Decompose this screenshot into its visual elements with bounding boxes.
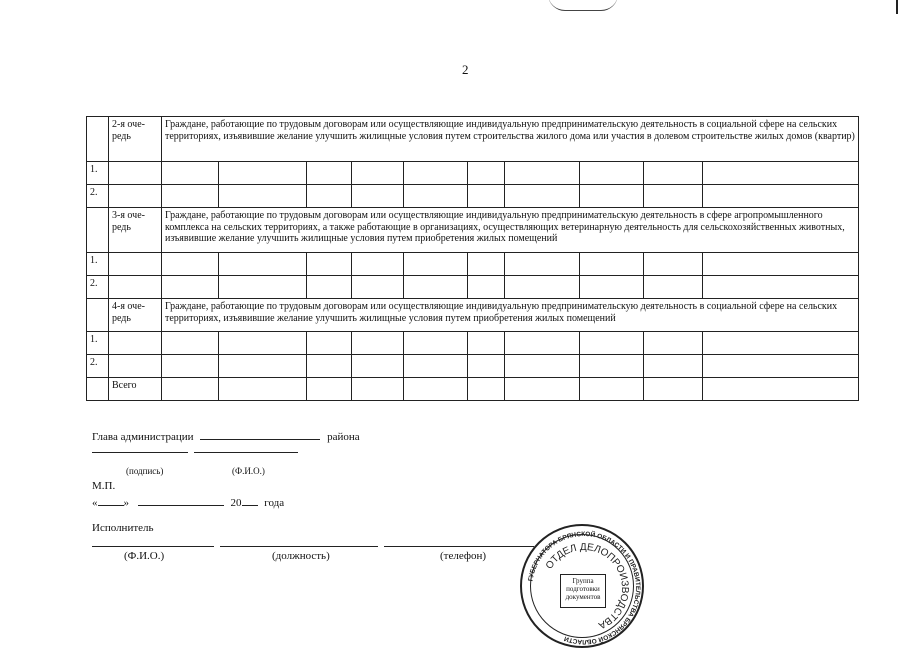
year-blank[interactable] — [242, 494, 258, 506]
ochered-label: 2-я оче- редь — [109, 117, 162, 162]
table-cell[interactable] — [307, 355, 352, 378]
table-cell[interactable] — [703, 355, 859, 378]
table-row — [87, 162, 859, 185]
table-cell[interactable] — [404, 355, 468, 378]
ochered-label: 3-я оче- редь — [109, 208, 162, 253]
date-line — [92, 494, 284, 509]
ochered-label: 4-я оче- редь — [109, 299, 162, 332]
table-cell[interactable] — [404, 276, 468, 299]
signature-blank[interactable] — [92, 452, 188, 453]
row-number: 2. — [87, 355, 109, 378]
applicants-table — [86, 116, 859, 401]
table-row — [87, 185, 859, 208]
fio-blank[interactable] — [194, 452, 298, 453]
table-cell[interactable] — [644, 276, 703, 299]
table-row — [87, 355, 859, 378]
row-number-cell — [87, 299, 109, 332]
table-cell[interactable] — [505, 253, 580, 276]
table-cell[interactable] — [404, 253, 468, 276]
table-cell[interactable] — [352, 185, 404, 208]
table-cell[interactable] — [162, 378, 219, 401]
top-stamp-edge — [548, 0, 618, 11]
table-cell[interactable] — [703, 378, 859, 401]
table-cell[interactable] — [162, 276, 219, 299]
table-cell[interactable] — [580, 332, 644, 355]
table-cell[interactable] — [404, 185, 468, 208]
table-cell[interactable] — [580, 276, 644, 299]
table-cell[interactable] — [505, 355, 580, 378]
table-cell[interactable] — [505, 378, 580, 401]
head-signature-line — [92, 428, 360, 443]
table-cell[interactable] — [404, 162, 468, 185]
total-label: Всего — [109, 378, 162, 401]
head-blank[interactable] — [200, 428, 320, 440]
table-cell[interactable] — [644, 162, 703, 185]
table-cell[interactable] — [109, 162, 162, 185]
podpis-label: (подпись) — [126, 466, 164, 476]
executor-label: Исполнитель — [92, 522, 154, 534]
table-cell[interactable] — [352, 332, 404, 355]
table-cell[interactable] — [703, 276, 859, 299]
table-row — [87, 253, 859, 276]
table-cell[interactable] — [580, 253, 644, 276]
exec-position-blank[interactable] — [220, 546, 378, 547]
exec-fio-label: (Ф.И.О.) — [124, 550, 165, 562]
table-cell[interactable] — [307, 162, 352, 185]
table-cell[interactable] — [307, 276, 352, 299]
page-edge-mark — [896, 0, 898, 14]
exec-phone-label: (телефон) — [440, 550, 487, 562]
table-cell[interactable] — [703, 185, 859, 208]
table-cell[interactable] — [219, 253, 307, 276]
table-cell[interactable] — [307, 378, 352, 401]
table-cell[interactable] — [468, 276, 505, 299]
table-cell[interactable] — [505, 185, 580, 208]
row-number: 2. — [87, 185, 109, 208]
table-cell[interactable] — [162, 185, 219, 208]
table-cell[interactable] — [352, 276, 404, 299]
table-cell[interactable] — [219, 355, 307, 378]
table-cell[interactable] — [468, 253, 505, 276]
table-row — [87, 332, 859, 355]
table-cell[interactable] — [644, 185, 703, 208]
table-cell[interactable] — [219, 162, 307, 185]
table-cell[interactable] — [580, 162, 644, 185]
table-cell[interactable] — [580, 378, 644, 401]
date-open-quote: « — [92, 497, 98, 509]
head-label: Глава администрации — [92, 431, 194, 443]
table-cell[interactable] — [404, 332, 468, 355]
category-description: Граждане, работающие по трудовым договорам или осуществляющие индивидуальную предпринимательскую деятельность в сфере агропромышленного комплекса на сельских территориях, а также работающие в организациях, осуществляющих ветеринарную деятельность для сельскохозяйственных животных, изъявившие желание улучшить жилищные условия путем приобретения жилых помещений — [162, 208, 859, 253]
district-label: района — [327, 431, 360, 443]
category-row — [87, 299, 859, 332]
table-cell[interactable] — [109, 185, 162, 208]
table-cell[interactable] — [644, 253, 703, 276]
category-row — [87, 208, 859, 253]
table-cell[interactable] — [644, 332, 703, 355]
table-cell[interactable] — [505, 162, 580, 185]
row-number-cell — [87, 378, 109, 401]
table-cell[interactable] — [219, 276, 307, 299]
table-cell[interactable] — [644, 355, 703, 378]
table-row — [87, 276, 859, 299]
table-cell[interactable] — [644, 378, 703, 401]
category-description: Граждане, работающие по трудовым договорам или осуществляющие индивидуальную предпринимательскую деятельность в социальной сфере на сельских территориях, изъявившие желание улучшить жилищные условия путем приобретения жилых помещений — [162, 299, 859, 332]
page-number: 2 — [462, 62, 469, 77]
row-number-cell — [87, 117, 109, 162]
table-cell[interactable] — [162, 253, 219, 276]
month-blank[interactable] — [138, 494, 224, 506]
stamp-outer-text: ГУБЕРНАТОРА БРЯНСКОЙ ОБЛАСТИ И ПРАВИТЕЛЬСТВА БРЯНСКОЙ ОБЛАСТИ — [527, 530, 642, 646]
year-prefix: 20 — [230, 497, 242, 509]
table-cell[interactable] — [468, 355, 505, 378]
table-cell[interactable] — [703, 253, 859, 276]
exec-phone-blank[interactable] — [384, 546, 534, 547]
stamp-middle-text: ОТДЕЛ ДЕЛОПРОИЗВОДСТВА — [543, 541, 631, 631]
table-cell[interactable] — [505, 276, 580, 299]
mp-label: М.П. — [92, 480, 116, 492]
table-cell[interactable] — [352, 253, 404, 276]
table-cell[interactable] — [109, 276, 162, 299]
table-cell[interactable] — [109, 355, 162, 378]
table-cell[interactable] — [219, 378, 307, 401]
table-cell[interactable] — [468, 378, 505, 401]
table-cell[interactable] — [404, 378, 468, 401]
row-number: 1. — [87, 253, 109, 276]
category-row — [87, 117, 859, 162]
table-cell[interactable] — [219, 185, 307, 208]
row-number: 2. — [87, 276, 109, 299]
total-row — [87, 378, 859, 401]
table-cell[interactable] — [162, 332, 219, 355]
category-description: Граждане, работающие по трудовым договорам или осуществляющие индивидуальную предпринимательскую деятельность в социальной сфере на сельских территориях, изъявившие желание улучшить жилищные условия путем строительства жилого дома или участия в долевом строительстве жилых домов (квартир) — [162, 117, 859, 162]
official-stamp — [520, 524, 644, 648]
year-suffix: года — [264, 497, 285, 509]
table-cell[interactable] — [468, 332, 505, 355]
row-number: 1. — [87, 162, 109, 185]
table-cell[interactable] — [162, 355, 219, 378]
table-cell[interactable] — [505, 332, 580, 355]
row-number: 1. — [87, 332, 109, 355]
table-cell[interactable] — [468, 185, 505, 208]
table-cell[interactable] — [468, 162, 505, 185]
table-cell[interactable] — [352, 378, 404, 401]
exec-position-label: (должность) — [272, 550, 330, 562]
day-blank[interactable] — [98, 494, 124, 506]
table-cell[interactable] — [580, 355, 644, 378]
stamp-inner-box: Группа подготовки документов — [560, 574, 606, 608]
table-cell[interactable] — [109, 253, 162, 276]
date-close-quote: » — [123, 497, 129, 509]
table-cell[interactable] — [219, 332, 307, 355]
table-cell[interactable] — [352, 162, 404, 185]
table-cell[interactable] — [162, 162, 219, 185]
table-cell[interactable] — [307, 253, 352, 276]
fio-label: (Ф.И.О.) — [232, 466, 265, 476]
table-cell[interactable] — [580, 185, 644, 208]
table-cell[interactable] — [307, 185, 352, 208]
exec-fio-blank[interactable] — [92, 546, 214, 547]
table-cell[interactable] — [109, 332, 162, 355]
row-number-cell — [87, 208, 109, 253]
table-cell[interactable] — [703, 332, 859, 355]
table-cell[interactable] — [703, 162, 859, 185]
table-cell[interactable] — [352, 355, 404, 378]
table-cell[interactable] — [307, 332, 352, 355]
